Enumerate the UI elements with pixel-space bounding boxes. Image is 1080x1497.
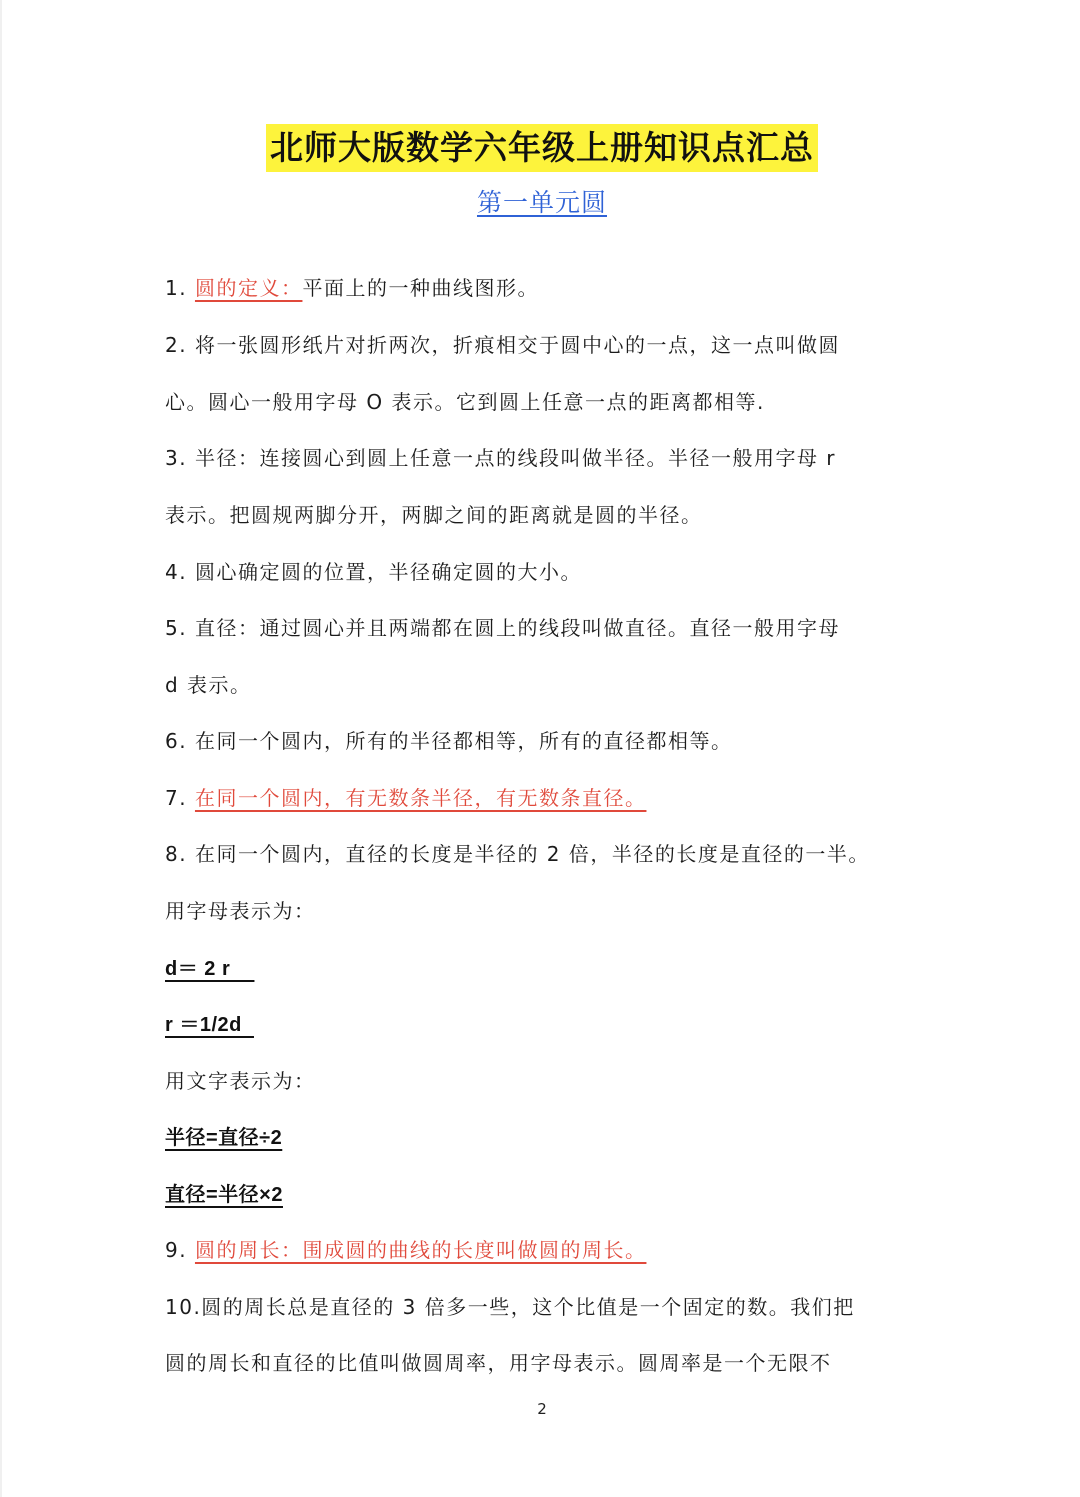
document-title: 北师大版数学六年级上册知识点汇总: [266, 124, 818, 172]
point-5-line-1: 5. 直径：通过圆心并且两端都在圆上的线段叫做直径。直径一般用字母: [165, 616, 840, 640]
page-number: 2: [537, 1400, 547, 1418]
formula-words-2: [165, 1179, 925, 1210]
point-2-line-2: 心。圆心一般用字母 O 表示。它到圆上任意一点的距离都相等.: [165, 390, 765, 414]
formula-words-label: 用文字表示为：: [165, 1069, 316, 1093]
circle-definition-term: 圆的定义：: [194, 276, 303, 300]
point-9: [165, 1235, 925, 1265]
point-2-line-1: 2. 将一张圆形纸片对折两次，折痕相交于圆中心的一点，这一点叫做圆: [165, 333, 840, 357]
point-number: 7.: [165, 786, 195, 810]
unit-title-container: [2, 183, 1080, 223]
formula-words-1: [165, 1122, 925, 1153]
formula-radius-words: 半径=直径÷2: [165, 1127, 283, 1149]
point-1: [165, 273, 925, 303]
formula-diameter-words: 直径=半径×2: [165, 1184, 283, 1206]
formula-letter-2: [165, 1009, 925, 1040]
point-4: 4. 圆心确定圆的位置，半径确定圆的大小。: [165, 560, 582, 584]
point-7: [165, 783, 925, 813]
point-6: 6. 在同一个圆内，所有的半径都相等，所有的直径都相等。: [165, 729, 733, 753]
unit-title: 第一单元圆: [476, 188, 607, 217]
formula-r-equals-half-d: r ＝1/2d: [165, 1014, 254, 1036]
point-3-line-1: 3. 半径：连接圆心到圆上任意一点的线段叫做半径。半径一般用字母 r: [165, 446, 837, 470]
point-10-line-1: 10.圆的周长总是直径的 3 倍多一些，这个比值是一个固定的数。我们把: [165, 1295, 855, 1319]
title-container: [2, 124, 1080, 172]
point-3-line-2: 表示。把圆规两脚分开，两脚之间的距离就是圆的半径。: [165, 503, 703, 527]
formula-d-equals-2r: d＝ 2 r: [165, 958, 255, 980]
point-7-emphasis: 在同一个圆内，有无数条半径，有无数条直径。: [194, 786, 647, 810]
point-8-line-1: 8. 在同一个圆内，直径的长度是半径的 2 倍，半径的长度是直径的一半。: [165, 842, 870, 866]
point-number: 1.: [165, 276, 195, 300]
point-5-line-2: d 表示。: [165, 673, 252, 697]
point-10-line-2: 圆的周长和直径的比值叫做圆周率，用字母表示。圆周率是一个无限不: [165, 1351, 832, 1375]
formula-letter-1: [165, 953, 925, 984]
point-number: 9.: [165, 1238, 195, 1262]
circle-definition-text: 平面上的一种曲线图形。: [302, 276, 539, 300]
point-8-line-2: 用字母表示为：: [165, 899, 316, 923]
circumference-definition: 圆的周长：围成圆的曲线的长度叫做圆的周长。: [194, 1238, 647, 1262]
